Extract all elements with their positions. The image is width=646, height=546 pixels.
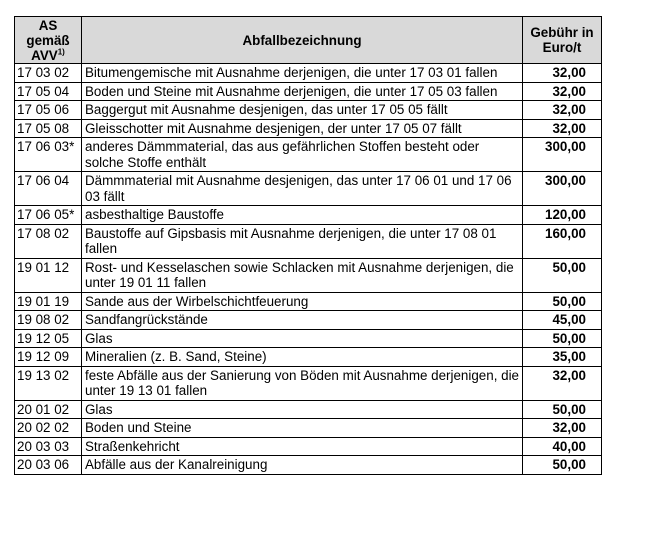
- header-code-line3: AVV: [31, 48, 58, 63]
- table-row: [15, 224, 602, 258]
- waste-description-cell: Boden und Steine: [82, 419, 523, 438]
- waste-description-cell: asbesthaltige Baustoffe: [82, 206, 523, 225]
- fee-cell: 45,00: [523, 311, 602, 330]
- table-row: [15, 258, 602, 292]
- waste-description-cell: Baustoffe auf Gipsbasis mit Ausnahme derjenigen, die unter 17 08 01 fallen: [82, 224, 523, 258]
- fee-cell: 50,00: [523, 292, 602, 311]
- waste-code-cell: 17 05 06: [15, 101, 82, 120]
- fee-cell: 50,00: [523, 456, 602, 475]
- table-row: [15, 400, 602, 419]
- table-row: [15, 64, 602, 83]
- table-row: [15, 119, 602, 138]
- header-code-line3-wrap: [17, 48, 79, 63]
- waste-code-cell: 20 03 06: [15, 456, 82, 475]
- fee-cell: 32,00: [523, 82, 602, 101]
- fee-cell: 32,00: [523, 419, 602, 438]
- fee-cell: 35,00: [523, 348, 602, 367]
- fee-cell: 32,00: [523, 119, 602, 138]
- waste-code-cell: 19 08 02: [15, 311, 82, 330]
- fee-cell: 32,00: [523, 64, 602, 83]
- waste-code-cell: 20 01 02: [15, 400, 82, 419]
- waste-description-cell: Baggergut mit Ausnahme desjenigen, das unter 17 05 05 fällt: [82, 101, 523, 120]
- waste-code-cell: 19 12 05: [15, 329, 82, 348]
- waste-code-cell: 17 06 05*: [15, 206, 82, 225]
- fee-cell: 32,00: [523, 366, 602, 400]
- header-fee-line2: Euro/t: [542, 40, 582, 55]
- waste-description-cell: Gleisschotter mit Ausnahme desjenigen, der unter 17 05 07 fällt: [82, 119, 523, 138]
- fee-cell: 50,00: [523, 400, 602, 419]
- fee-cell: 300,00: [523, 138, 602, 172]
- header-code-line1: AS: [38, 18, 58, 33]
- header-fee: [523, 17, 602, 64]
- waste-code-cell: 19 01 12: [15, 258, 82, 292]
- table-row: [15, 366, 602, 400]
- waste-code-cell: 17 05 04: [15, 82, 82, 101]
- waste-description-cell: Straßenkehricht: [82, 437, 523, 456]
- waste-code-cell: 20 02 02: [15, 419, 82, 438]
- fee-cell: 32,00: [523, 101, 602, 120]
- header-waste-code: [15, 17, 82, 64]
- waste-code-cell: 17 05 08: [15, 119, 82, 138]
- waste-code-cell: 17 06 04: [15, 172, 82, 206]
- waste-code-cell: 19 01 19: [15, 292, 82, 311]
- header-fee-line1: Gebühr in: [530, 25, 594, 40]
- table-row: [15, 206, 602, 225]
- waste-description-cell: Dämmmaterial mit Ausnahme desjenigen, das unter 17 06 01 und 17 06 03 fällt: [82, 172, 523, 206]
- waste-code-cell: 19 13 02: [15, 366, 82, 400]
- table-row: [15, 329, 602, 348]
- table-body: [15, 64, 602, 475]
- waste-description-cell: Boden und Steine mit Ausnahme derjenigen, die unter 17 05 03 fallen: [82, 82, 523, 101]
- fee-cell: 120,00: [523, 206, 602, 225]
- waste-code-cell: 20 03 03: [15, 437, 82, 456]
- table-row: [15, 138, 602, 172]
- fee-cell: 50,00: [523, 258, 602, 292]
- table-row: [15, 419, 602, 438]
- header-code-line2: gemäß: [26, 33, 70, 48]
- table-header-row: [15, 17, 602, 64]
- waste-code-cell: 19 12 09: [15, 348, 82, 367]
- table-row: [15, 348, 602, 367]
- waste-description-cell: Rost- und Kesselaschen sowie Schlacken mit Ausnahme derjenigen, die unter 19 01 11 fallen: [82, 258, 523, 292]
- waste-description-cell: Sande aus der Wirbelschichtfeuerung: [82, 292, 523, 311]
- table-row: [15, 292, 602, 311]
- waste-description-cell: Bitumengemische mit Ausnahme derjenigen, die unter 17 03 01 fallen: [82, 64, 523, 83]
- waste-description-cell: Glas: [82, 329, 523, 348]
- waste-description-cell: feste Abfälle aus der Sanierung von Böden mit Ausnahme derjenigen, die unter 19 13 01 fallen: [82, 366, 523, 400]
- waste-description-cell: anderes Dämmmaterial, das aus gefährlichen Stoffen besteht oder solche Stoffe enthält: [82, 138, 523, 172]
- waste-code-cell: 17 06 03*: [15, 138, 82, 172]
- waste-code-cell: 17 03 02: [15, 64, 82, 83]
- fee-cell: 40,00: [523, 437, 602, 456]
- footnote-marker: 1): [57, 47, 65, 57]
- waste-description-cell: Abfälle aus der Kanalreinigung: [82, 456, 523, 475]
- waste-code-cell: 17 08 02: [15, 224, 82, 258]
- waste-description-cell: Glas: [82, 400, 523, 419]
- table-row: [15, 437, 602, 456]
- waste-description-cell: Sandfangrückstände: [82, 311, 523, 330]
- header-description: Abfallbezeichnung: [82, 17, 523, 64]
- table-row: [15, 311, 602, 330]
- table-row: [15, 172, 602, 206]
- table-row: [15, 82, 602, 101]
- waste-description-cell: Mineralien (z. B. Sand, Steine): [82, 348, 523, 367]
- fee-cell: 50,00: [523, 329, 602, 348]
- table-row: [15, 101, 602, 120]
- fee-cell: 160,00: [523, 224, 602, 258]
- waste-fee-table: [14, 16, 602, 475]
- fee-cell: 300,00: [523, 172, 602, 206]
- table-row: [15, 456, 602, 475]
